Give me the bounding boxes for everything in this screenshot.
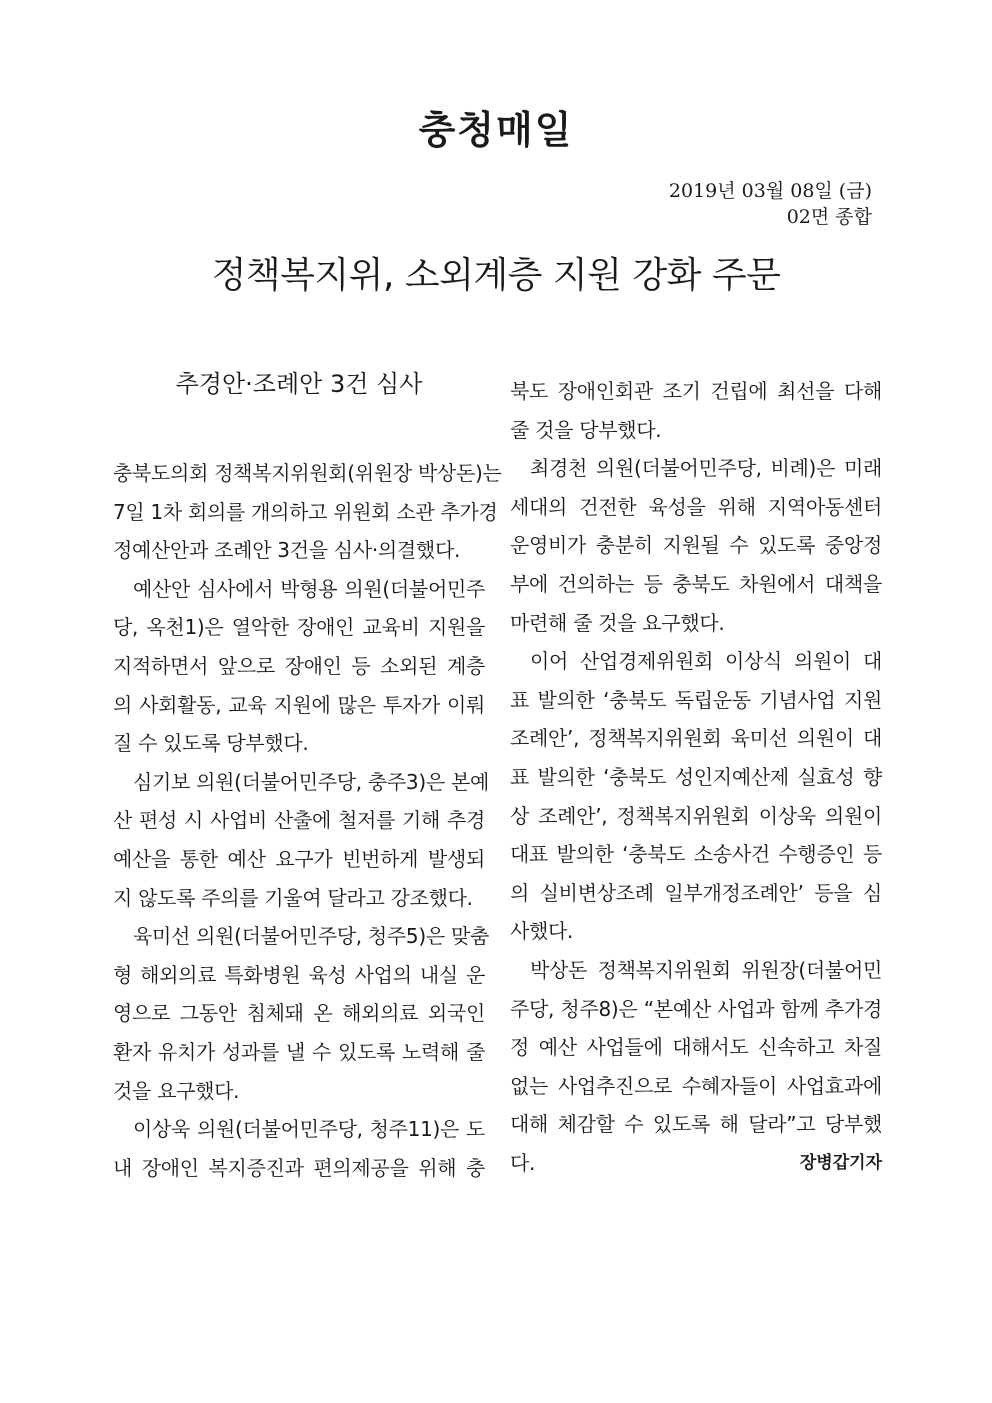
article-headline: 정책복지위, 소외계층 지원 강화 주문 xyxy=(211,255,781,296)
text-line: 정 예산 사업들에 대해서도 신속하고 차질 xyxy=(510,1035,882,1060)
article-byline: 장병갑기자 xyxy=(799,1152,882,1173)
text-line: 충북도의회 정책복지위원회(위원장 박상돈)는 xyxy=(113,461,502,485)
text-line: 표 발의한 ‘충북도 성인지예산제 실효성 향 xyxy=(510,764,882,789)
page-section: 02면 종합 xyxy=(786,206,872,228)
text-line: 산 편성 시 사업비 산출에 철저를 기해 추경 xyxy=(113,808,485,833)
text-line: 예산을 통한 예산 요구가 빈번하게 발생되 xyxy=(113,846,485,871)
dateline xyxy=(669,178,872,230)
text-line: 의 실비변상조례 일부개정조례안’ 등을 심 xyxy=(510,880,882,905)
text-line: 형 해외의료 특화병원 육성 사업의 내실 운 xyxy=(113,962,485,987)
text-line: 지적하면서 앞으로 장애인 등 소외된 계층 xyxy=(113,653,485,678)
text-line: 상 조례안’, 정책복지위원회 이상욱 의원이 xyxy=(510,803,882,828)
text-line: 최경천 의원(더불어민주당, 비례)은 미래 xyxy=(530,456,882,481)
body-column-left xyxy=(113,454,502,1187)
text-line: 것을 요구했다. xyxy=(113,1078,240,1103)
text-line: 이상욱 의원(더불어민주당, 청주11)은 도 xyxy=(133,1117,485,1142)
text-line: 질 수 있도록 당부했다. xyxy=(113,731,309,756)
text-line: 심기보 의원(더불어민주당, 충주3)은 본예 xyxy=(133,769,489,794)
text-line: 의 사회활동, 교육 지원에 많은 투자가 이뤄 xyxy=(113,692,485,717)
text-line: 지 않도록 주의를 기울여 달라고 강조했다. xyxy=(113,885,473,910)
text-line: 줄 것을 당부했다. xyxy=(510,417,662,442)
text-line: 7일 1차 회의를 개의하고 위원회 소관 추가경 xyxy=(113,499,498,524)
text-line: 세대의 건전한 육성을 위해 지역아동센터 xyxy=(510,494,882,519)
text-line: 이어 산업경제위원회 이상식 의원이 대 xyxy=(530,649,882,674)
text-line-end: 다. xyxy=(510,1150,536,1175)
text-line xyxy=(510,1144,882,1183)
text-line: 없는 사업추진으로 수혜자들이 사업효과에 xyxy=(510,1073,882,1098)
text-line: 표 발의한 ‘충북도 독립운동 기념사업 지원 xyxy=(510,687,882,712)
text-line: 당, 옥천1)은 열악한 장애인 교육비 지원을 xyxy=(113,615,485,640)
text-line: 박상돈 정책복지위원회 위원장(더불어민 xyxy=(530,957,882,982)
publication-date: 2019년 03월 08일 (금) xyxy=(668,180,872,202)
article-subheadline: 추경안·조례안 3건 심사 xyxy=(175,370,423,398)
text-line: 주당, 청주8)은 “본예산 사업과 함께 추가경 xyxy=(510,996,882,1021)
text-line: 대해 체감할 수 있도록 해 달라”고 당부했 xyxy=(510,1112,882,1137)
text-line: 북도 장애인회관 조기 건립에 최선을 다해 xyxy=(510,379,882,403)
text-line: 운영비가 충분히 지원될 수 있도록 중앙정 xyxy=(510,533,882,558)
text-line: 예산안 심사에서 박형용 의원(더불어민주 xyxy=(133,576,485,601)
text-line: 육미선 의원(더불어민주당, 청주5)은 맞춤 xyxy=(133,924,489,949)
text-line: 마련해 줄 것을 요구했다. xyxy=(510,610,725,635)
text-line: 대표 발의한 ‘충북도 소송사건 수행증인 등 xyxy=(510,842,882,867)
text-line: 영으로 그동안 침체돼 온 해외의료 외국인 xyxy=(113,1001,485,1026)
newspaper-masthead: 충청매일 xyxy=(418,108,574,152)
text-line: 정예산안과 조례안 3건을 심사·의결했다. xyxy=(113,538,461,563)
text-line: 부에 건의하는 등 충북도 차원에서 대책을 xyxy=(510,571,882,596)
text-line: 사했다. xyxy=(510,919,574,944)
text-line: 내 장애인 복지증진과 편의제공을 위해 충 xyxy=(113,1155,485,1180)
body-column-right xyxy=(510,372,882,1182)
text-line: 환자 유치가 성과를 낼 수 있도록 노력해 줄 xyxy=(113,1039,485,1064)
text-line: 조례안’, 정책복지위원회 육미선 의원이 대 xyxy=(510,726,882,751)
